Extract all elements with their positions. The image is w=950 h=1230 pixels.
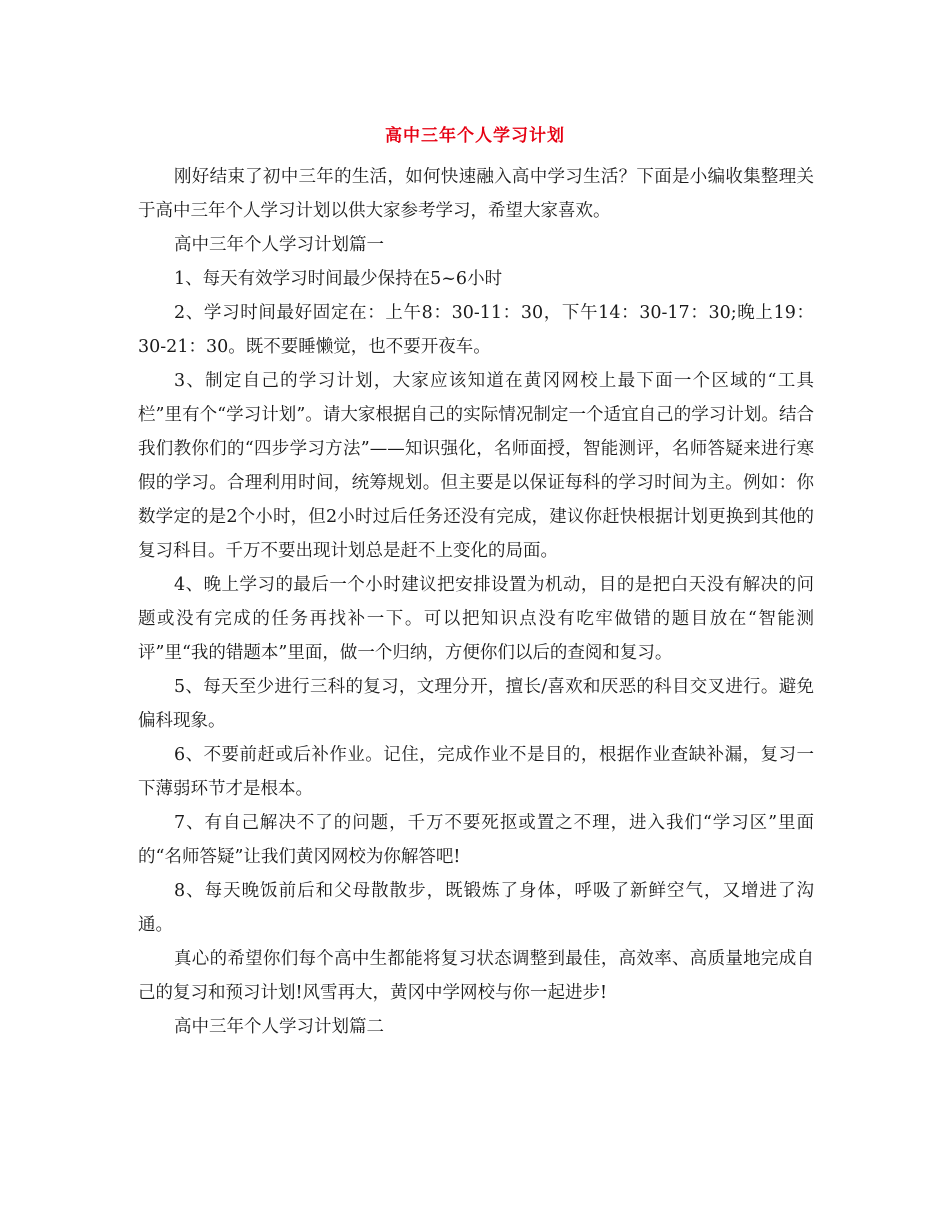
list-item-6: 6、不要前赶或后补作业。记住，完成作业不是目的，根据作业查缺补漏，复习一下薄弱环节才是根本。 (138, 745, 814, 799)
list-item-8: 8、每天晚饭前后和父母散散步，既锻炼了身体，呼吸了新鲜空气，又增进了沟通。 (138, 881, 814, 935)
section-heading-two: 高中三年个人学习计划篇二 (174, 1017, 384, 1037)
list-item-1: 1、每天有效学习时间最少保持在5~6小时 (174, 269, 503, 289)
document-title: 高中三年个人学习计划 (385, 126, 565, 146)
list-item-5: 5、每天至少进行三科的复习，文理分开，擅长/喜欢和厌恶的科目交叉进行。避免偏科现象。 (138, 677, 814, 731)
list-item-2: 2、学习时间最好固定在：上午8：30-11：30，下午14：30-17：30;晚上19：30-21：30。既不要睡懒觉，也不要开夜车。 (138, 303, 814, 357)
intro-paragraph: 刚好结束了初中三年的生活，如何快速融入高中学习生活？下面是小编收集整理关于高中三年个人学习计划以供大家参考学习，希望大家喜欢。 (138, 167, 814, 221)
list-item-3: 3、制定自己的学习计划，大家应该知道在黄冈网校上最下面一个区域的“工具栏”里有个“学习计划”。请大家根据自己的实际情况制定一个适宜自己的学习计划。结合我们教你们的“四步学习方法”——知识强化，名师面授，智能测评，名师答疑来进行寒假的学习。合理利用时间，统筹规划。但主要是以保证每科的学习时间为主。例如：你数学定的是2个小时，但2小时过后任务还没有完成，建议你赶快根据计划更换到其他的复习科目。千万不要出现计划总是赶不上变化的局面。 (138, 371, 814, 561)
section-heading-one: 高中三年个人学习计划篇一 (174, 235, 384, 255)
list-item-7: 7、有自己解决不了的问题，千万不要死抠或置之不理，进入我们“学习区”里面的“名师答疑”让我们黄冈网校为你解答吧! (138, 813, 814, 867)
list-item-4: 4、晚上学习的最后一个小时建议把安排设置为机动，目的是把白天没有解决的问题或没有完成的任务再找补一下。可以把知识点没有吃牢做错的题目放在“智能测评”里“我的错题本”里面，做一个归纳，方便你们以后的查阅和复习。 (138, 575, 814, 663)
document-body (138, 160, 814, 1044)
closing-paragraph: 真心的希望你们每个高中生都能将复习状态调整到最佳，高效率、高质量地完成自己的复习和预习计划!风雪再大，黄冈中学网校与你一起进步! (138, 949, 814, 1003)
